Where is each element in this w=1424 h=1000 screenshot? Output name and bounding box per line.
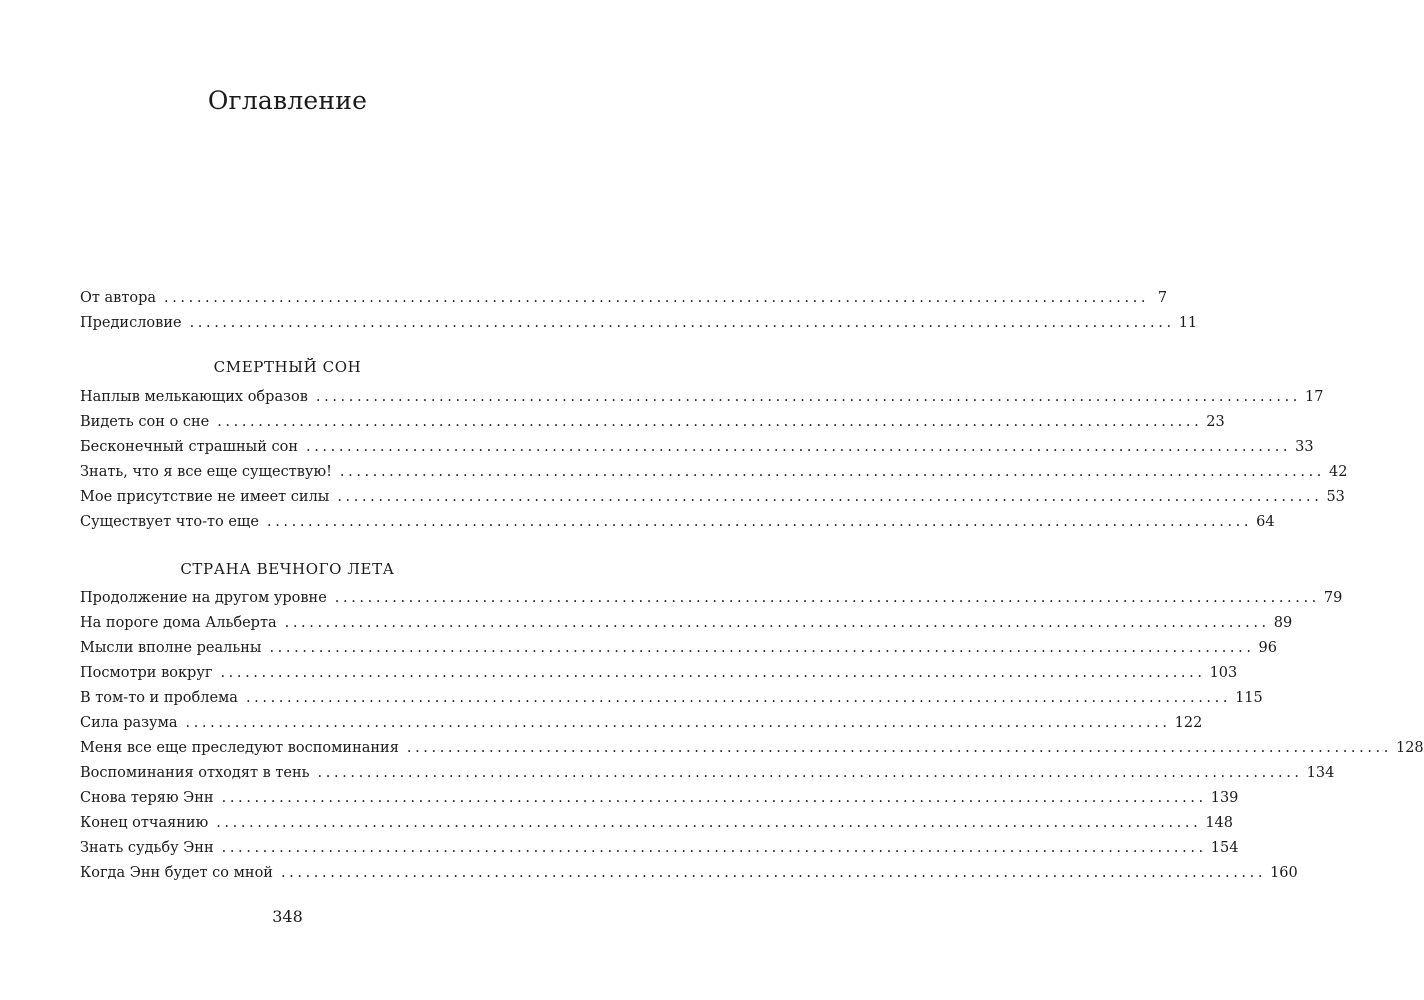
toc-entry-page: 42 [1329, 464, 1348, 480]
toc-section-2 [80, 590, 1424, 890]
leader-dots: ........................................................................................................................ [217, 414, 1203, 430]
leader-dots: ........................................................................................................................ [315, 389, 1302, 405]
toc-front-matter [80, 290, 1198, 340]
leader-dots: ........................................................................................................................ [220, 665, 1206, 681]
leader-dots: ........................................................................................................................ [334, 590, 1320, 606]
toc-entry-title: Наплыв мелькающих образов [80, 389, 308, 405]
leader-dots: ........................................................................................................................ [269, 640, 1255, 656]
leader-dots: ........................................................................................................................ [339, 464, 1326, 480]
toc-entry-page: 23 [1206, 414, 1225, 430]
toc-entry-page: 148 [1205, 815, 1234, 831]
toc-entry-title: От автора [80, 290, 157, 306]
toc-entry [80, 464, 1348, 489]
leader-dots: ........................................................................................................................ [317, 765, 1303, 781]
toc-entry-title: Мысли вполне реальны [80, 640, 262, 656]
leader-dots: ........................................................................................................................ [185, 715, 1171, 731]
toc-entry [80, 439, 1314, 464]
toc-entry-page: 89 [1273, 615, 1293, 631]
leader-dots: ........................................................................................................................ [337, 489, 1323, 505]
toc-entry-page: 103 [1209, 665, 1238, 681]
toc-entry-title: Меня все еще преследуют воспоминания [80, 740, 399, 756]
toc-entry-page: 122 [1174, 715, 1203, 731]
leader-dots: ........................................................................................................................ [189, 315, 1175, 331]
toc-entry-title: Существует что-то еще [80, 514, 259, 530]
toc-entry-title: Знать судьбу Энн [80, 840, 214, 856]
toc-entry-page: 139 [1210, 790, 1239, 806]
toc-entry [80, 815, 1234, 840]
leader-dots: ........................................................................................................................ [406, 740, 1392, 756]
toc-entry-title: На пороге дома Альберта [80, 615, 277, 631]
toc-entry [80, 690, 1263, 715]
page-title: Оглавление [207, 86, 368, 115]
section-heading: СМЕРТНЫЙ СОН [213, 358, 362, 376]
toc-entry-page: 96 [1258, 640, 1277, 656]
leader-dots: ........................................................................................................................ [280, 865, 1267, 881]
toc-entry [80, 389, 1324, 414]
leader-dots: ........................................................................................................................ [306, 439, 1292, 455]
toc-entry-title: Бесконечный страшный сон [80, 439, 299, 455]
toc-entry [80, 740, 1424, 765]
page-number: 348 [272, 907, 303, 926]
toc-entry [80, 315, 1198, 340]
toc-entry [80, 865, 1298, 890]
toc-entry [80, 489, 1345, 514]
toc-entry-title: В том-то и проблема [80, 690, 238, 706]
toc-entry-page: 79 [1323, 590, 1343, 606]
toc-entry-page: 115 [1235, 690, 1263, 706]
toc-entry [80, 615, 1293, 640]
leader-dots: ........................................................................................................................ [216, 815, 1202, 831]
leader-dots: ........................................................................................................................ [164, 290, 1150, 306]
toc-entry [80, 290, 1168, 315]
toc-section-1 [80, 389, 1348, 539]
toc-entry [80, 414, 1225, 439]
toc-entry [80, 765, 1335, 790]
toc-entry [80, 790, 1239, 815]
leader-dots: ........................................................................................................................ [221, 840, 1207, 856]
toc-entry-page: 33 [1295, 439, 1314, 455]
toc-entry-title: Мое присутствие не имеет силы [80, 489, 330, 505]
toc-entry-title: Конец отчаянию [80, 815, 209, 831]
toc-entry-title: Воспоминания отходят в тень [80, 765, 310, 781]
toc-entry-title: Сила разума [80, 715, 178, 731]
leader-dots: ........................................................................................................................ [284, 615, 1270, 631]
toc-entry-page: 11 [1178, 315, 1198, 331]
toc-entry-page: 53 [1326, 489, 1345, 505]
toc-entry-title: Знать, что я все еще существую! [80, 464, 332, 480]
leader-dots: ........................................................................................................................ [221, 790, 1207, 806]
toc-entry [80, 665, 1238, 690]
toc-entry-page: 64 [1256, 514, 1275, 530]
toc-entry-page: 134 [1306, 765, 1335, 781]
toc-entry-title: Посмотри вокруг [80, 665, 213, 681]
section-heading: СТРАНА ВЕЧНОГО ЛЕТА [180, 560, 395, 578]
toc-entry-title: Предисловие [80, 315, 182, 331]
toc-entry [80, 590, 1343, 615]
toc-entry-page: 154 [1210, 840, 1239, 856]
toc-entry-page: 128 [1395, 740, 1424, 756]
leader-dots: ........................................................................................................................ [266, 514, 1253, 530]
toc-entry-page: 17 [1305, 389, 1324, 405]
leader-dots: ........................................................................................................................ [245, 690, 1232, 706]
toc-entry-title: Продолжение на другом уровне [80, 590, 327, 606]
toc-entry [80, 840, 1239, 865]
toc-entry-title: Когда Энн будет со мной [80, 865, 273, 881]
toc-entry-title: Снова теряю Энн [80, 790, 214, 806]
toc-entry-page: 7 [1157, 290, 1168, 306]
toc-entry [80, 640, 1277, 665]
toc-entry [80, 514, 1275, 539]
toc-entry [80, 715, 1203, 740]
toc-entry-page: 160 [1270, 865, 1298, 881]
toc-entry-title: Видеть сон о сне [80, 414, 210, 430]
